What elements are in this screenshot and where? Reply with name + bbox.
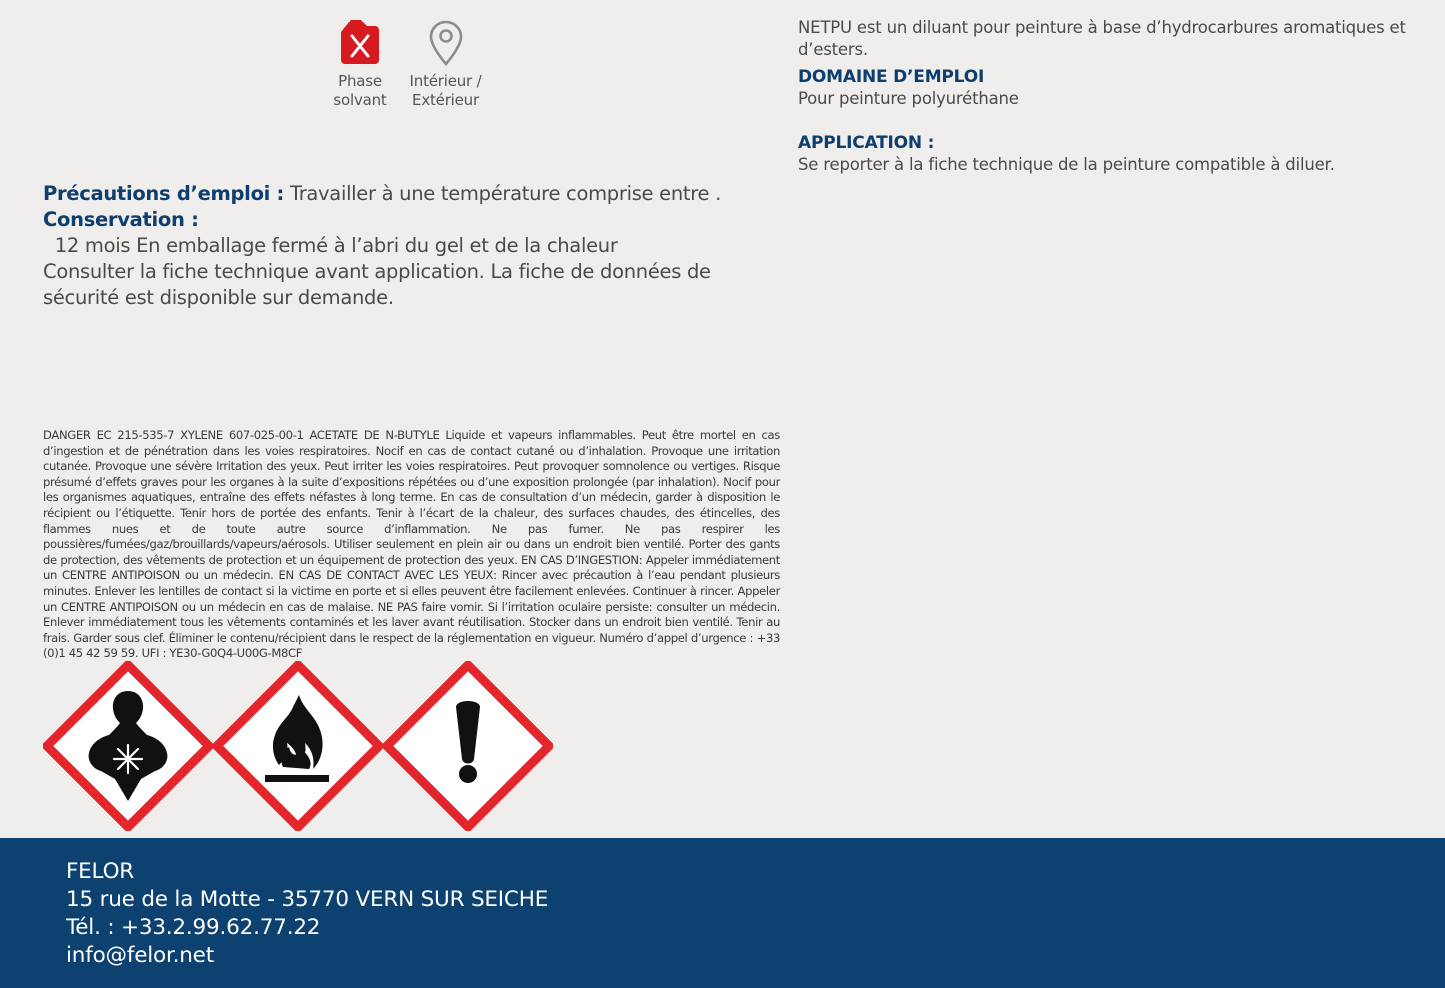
precautions-label: Précautions d’emploi : (43, 182, 285, 205)
company-footer (0, 838, 1445, 988)
company-name: FELOR (66, 859, 135, 884)
solvent-label-line1: Phase (338, 72, 382, 90)
company-address: 15 rue de la Motte - 35770 VERN SUR SEICHE (66, 887, 549, 912)
location-label-line2: Extérieur (412, 91, 479, 109)
precautions-block (43, 181, 773, 311)
location-label-line1: Intérieur / (409, 72, 482, 90)
domain-heading: DOMAINE D’EMPLOI (798, 67, 985, 87)
conservation-label: Conservation : (43, 208, 199, 231)
conservation-text: 12 mois En emballage fermé à l’abri du gel et de la chaleur (43, 234, 618, 257)
product-intro: NETPU est un diluant pour peinture à base d’hydrocarbures aromatiques et d’esters. (798, 18, 1406, 59)
product-description (798, 17, 1438, 176)
flammable-flame-icon (213, 661, 383, 831)
precautions-text: Travailler à une température comprise entre . (284, 182, 722, 205)
jerrycan-x-icon (339, 20, 381, 66)
indoor-outdoor-badge (398, 20, 493, 110)
map-pin-icon (429, 20, 463, 66)
danger-statement: DANGER EC 215-535-7 XYLENE 607-025-00-1 ACETATE DE N-BUTYLE Liquide et vapeurs inflammables. Peut être mortel en cas d’ingestion et de pénétration dans les voies respiratoires. Nocif en cas de contact cutané ou d’inhalation. Provoque une irritation cutanée. Provoque une sévère Irritation des yeux. Peut irriter les voies respiratoires. Peut provoquer somnolence ou vertiges. Risque présumé d’effets graves pour les organes à la suite d’expositions répétées ou d’une exposition prolongée (par inhalation). Nocif pour les organismes aquatiques, entraîne des effets néfastes à long terme. En cas de consultation d’un médecin, garder à disposition le récipient ou l’étiquette. Tenir hors de portée des enfants. Tenir à l’écart de la chaleur, des surfaces chaudes, des étincelles, des flammes nues et de toute autre source d’inflammation. Ne pas fumer. Ne pas respirer les poussières/fumées/gaz/brouillards/vapeurs/aérosols. Utiliser seulement en plein air ou dans un endroit bien ventilé. Porter des gants de protection, des vêtements de protection et un équipement de protection des yeux. EN CAS D’INGESTION: Appeler immédiatement un CENTRE ANTIPOISON ou un médecin. EN CAS DE CONTACT AVEC LES YEUX: Rincer avec précaution à l’eau pendant plusieurs minutes. Enlever les lentilles de contact si la victime en porte et si elles peuvent être facilement enlevées. Continuer à rincer. Appeler un CENTRE ANTIPOISON ou un médecin en cas de malaise. NE PAS faire vomir. Si l’irritation oculaire persiste: consulter un médecin. Enlever immédiatement tous les vêtements contaminés et les laver avant réutilisation. Stocker dans un endroit bien ventilé. Tenir au frais. Garder sous clef. Éliminer le contenu/récipient dans le respect de la réglementation en vigueur. Numéro d’appel d’urgence : +33 (0)1 45 42 59 59. UFI : YE30-G0Q4-U00G-M8CF (43, 428, 780, 661)
company-phone: Tél. : +33.2.99.62.77.22 (66, 915, 321, 940)
health-hazard-icon (43, 661, 213, 831)
application-text: Se reporter à la fiche technique de la peinture compatible à diluer. (798, 155, 1335, 174)
domain-text: Pour peinture polyuréthane (798, 89, 1019, 108)
exclamation-mark-icon (383, 661, 553, 831)
solvent-phase-badge (320, 20, 400, 110)
solvent-label-line2: solvant (333, 91, 387, 109)
company-email[interactable]: info@felor.net (66, 943, 214, 968)
application-heading: APPLICATION : (798, 133, 935, 153)
consult-text: Consulter la fiche technique avant application. La fiche de données de sécurité est disponible sur demande. (43, 260, 711, 309)
